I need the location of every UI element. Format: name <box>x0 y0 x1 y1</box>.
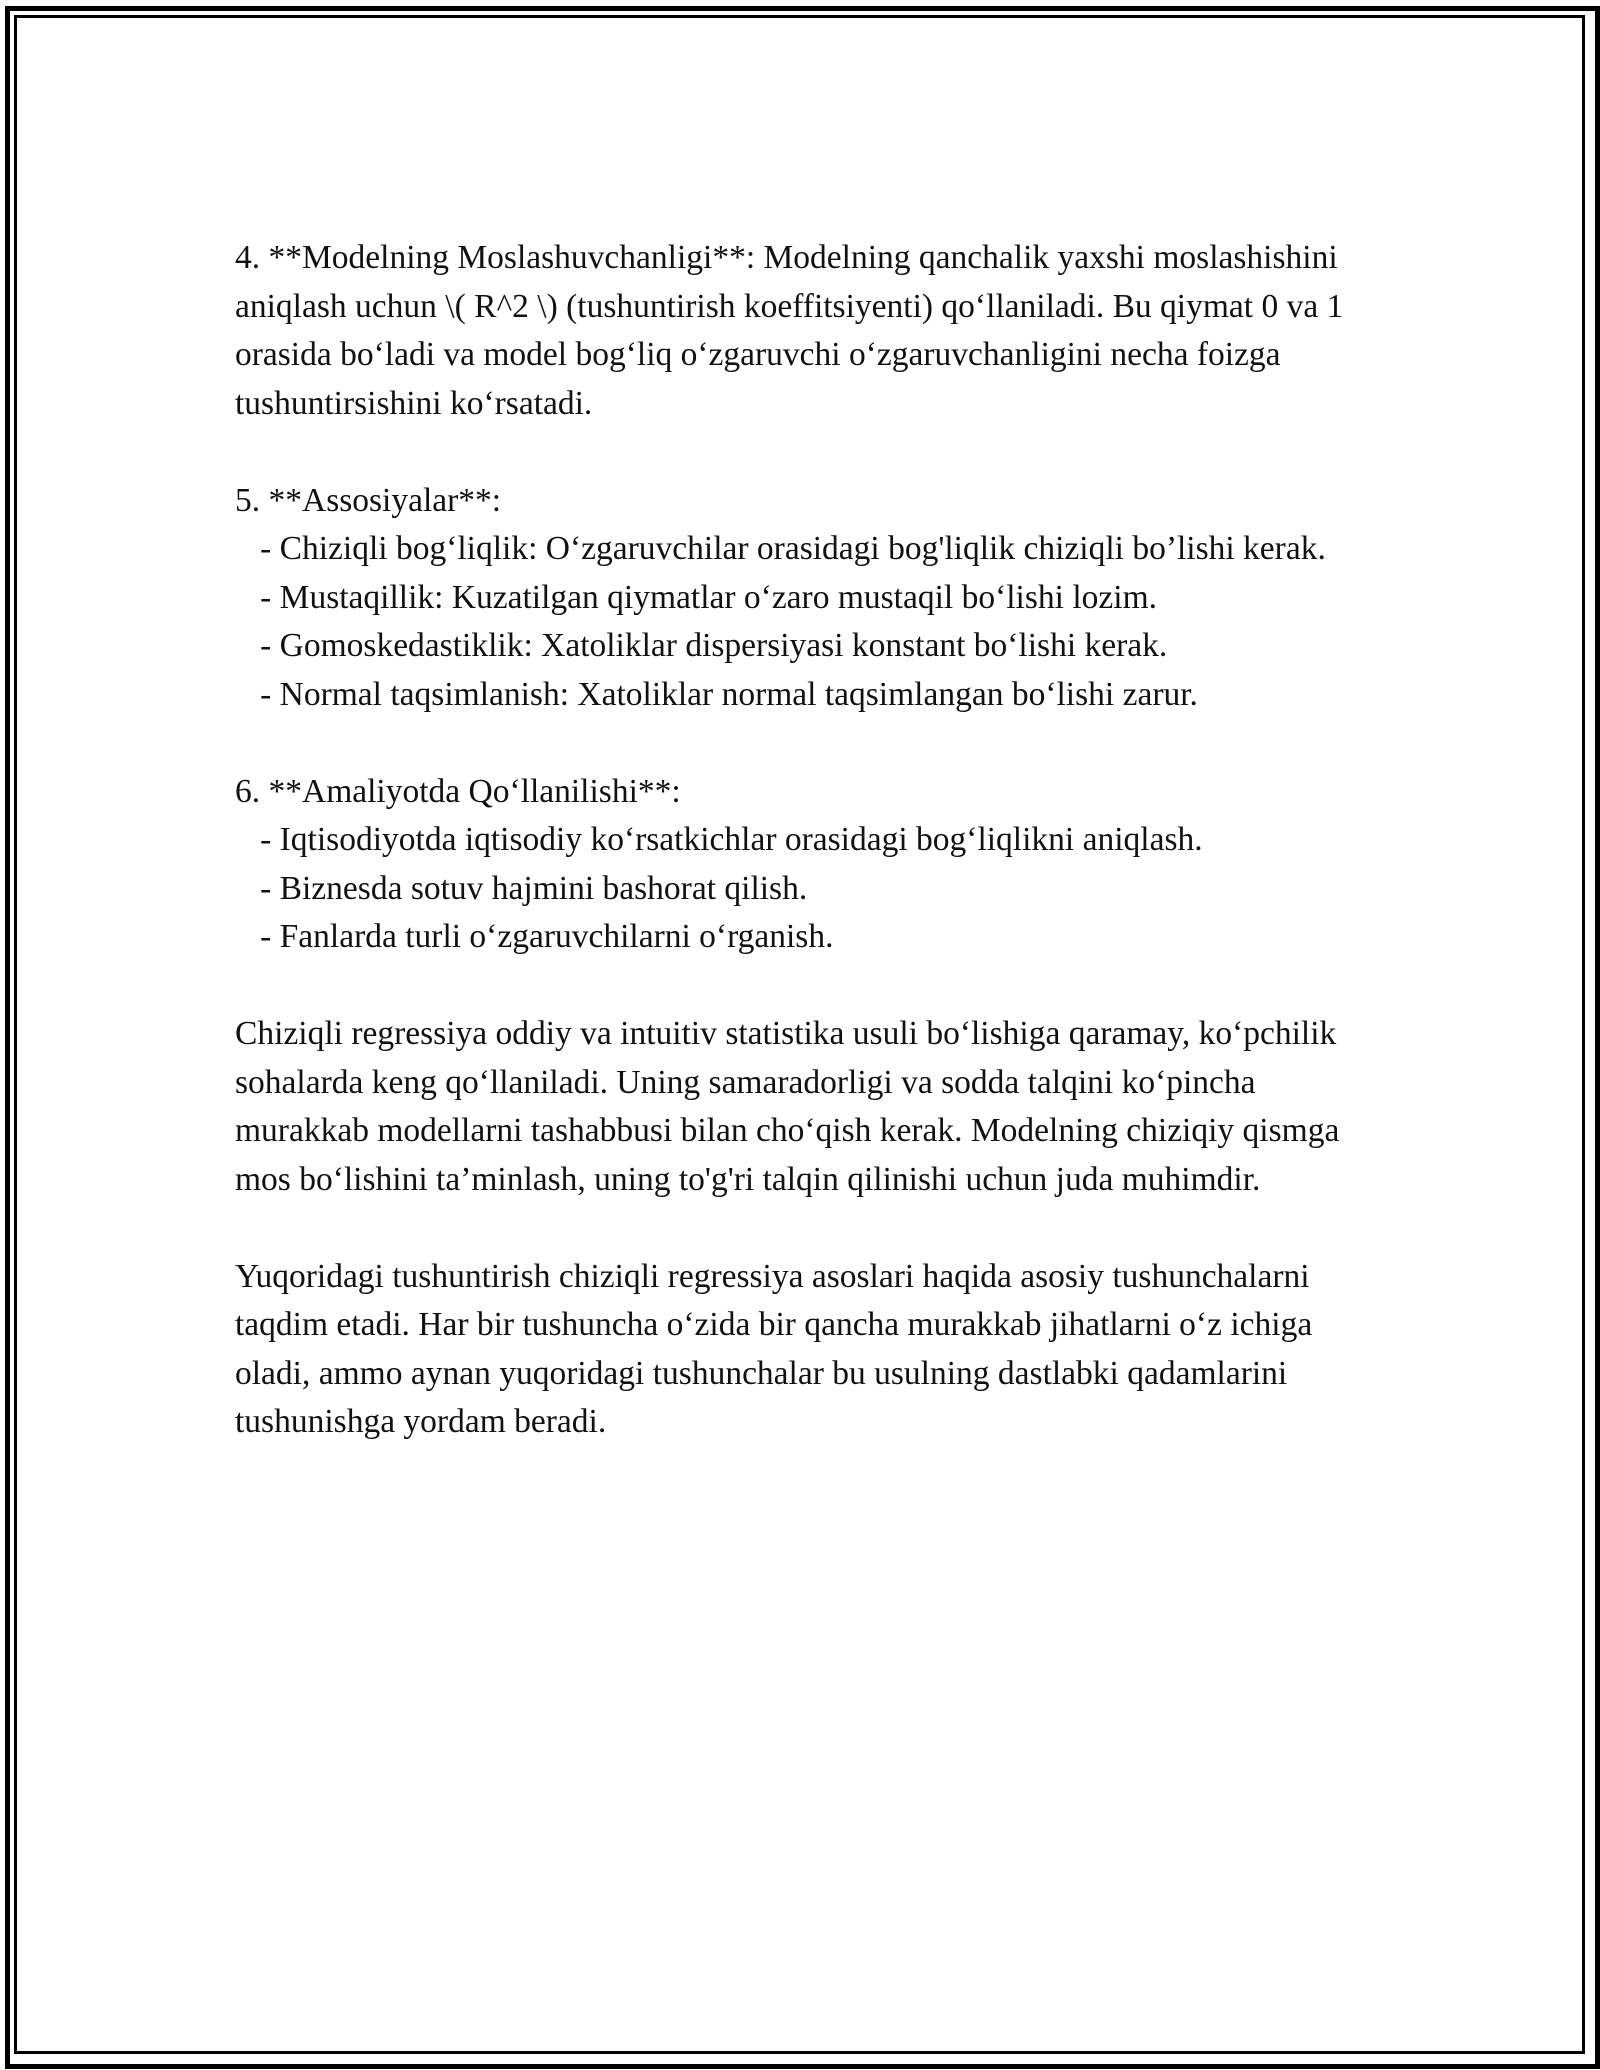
paragraph-conclusion: Yuqoridagi tushuntirish chiziqli regressiya asoslari haqida asosiy tushunchalarni taqdim etadi. Har bir tushuncha o‘zida bir qancha murakkab jihatlarni o‘z ichiga oladi, ammo aynan yuqoridagi tushunchalar bu usulning dastlabki qadamlarini tushunishga yordam beradi. <box>235 1257 1321 1440</box>
paragraph-model-fit: 4. **Modelning Moslashuvchanligi**: Modelning qanchalik yaxshi moslashishini aniqlash uchun \( R^2 \) (tushuntirish koeffitsiyenti) qo‘llaniladi. Bu qiymat 0 va 1 orasida bo‘ladi va model bog‘liq o‘zgaruvchi o‘zgaruvchanligini necha foizga tushuntirsishini ko‘rsatadi. <box>235 239 1352 422</box>
paragraph-gap <box>235 719 1365 768</box>
list-item: - Gomoskedastiklik: Xatoliklar dispersiyasi konstant bo‘lishi kerak. <box>235 627 1168 664</box>
paragraph-gap <box>235 1204 1365 1253</box>
list-item: - Biznesda sotuv hajmini bashorat qilish. <box>235 869 808 907</box>
applications-heading: 6. **Amaliyotda Qo‘llanilishi**: <box>235 772 681 810</box>
section-applications <box>235 768 1365 962</box>
document-body <box>235 234 1365 1447</box>
list-item: - Mustaqillik: Kuzatilgan qiymatlar o‘zaro mustaqil bo‘lishi lozim. <box>235 578 1158 616</box>
section-conclusion <box>235 1253 1365 1447</box>
paragraph-gap <box>235 962 1365 1011</box>
section-model-fit <box>235 234 1365 428</box>
section-summary <box>235 1010 1365 1204</box>
section-assumptions <box>235 477 1365 720</box>
list-item: - Normal taqsimlanish: Xatoliklar normal taqsimlangan bo‘lishi zarur. <box>235 675 1198 713</box>
assumptions-heading: 5. **Assosiyalar**: <box>235 481 502 519</box>
paragraph-gap <box>235 428 1365 477</box>
list-item: - Fanlarda turli o‘zgaruvchilarni o‘rganish. <box>235 918 834 955</box>
list-item: - Chiziqli bog‘liqlik: O‘zgaruvchilar orasidagi bog'liqlik chiziqli bo’lishi kerak. <box>235 530 1326 567</box>
paragraph-summary: Chiziqli regressiya oddiy va intuitiv statistika usuli bo‘lishiga qaramay, ko‘pchilik sohalarda keng qo‘llaniladi. Uning samaradorligi va sodda talqini ko‘pincha murakkab modellarni tashabbusi bilan cho‘qish kerak. Modelning chiziqiy qismga mos bo‘lishini ta’minlash, uning to'g'ri talqin qilinishi uchun juda muhimdir. <box>235 1015 1348 1198</box>
list-item: - Iqtisodiyotda iqtisodiy ko‘rsatkichlar orasidagi bog‘liqlikni aniqlash. <box>235 821 1203 858</box>
